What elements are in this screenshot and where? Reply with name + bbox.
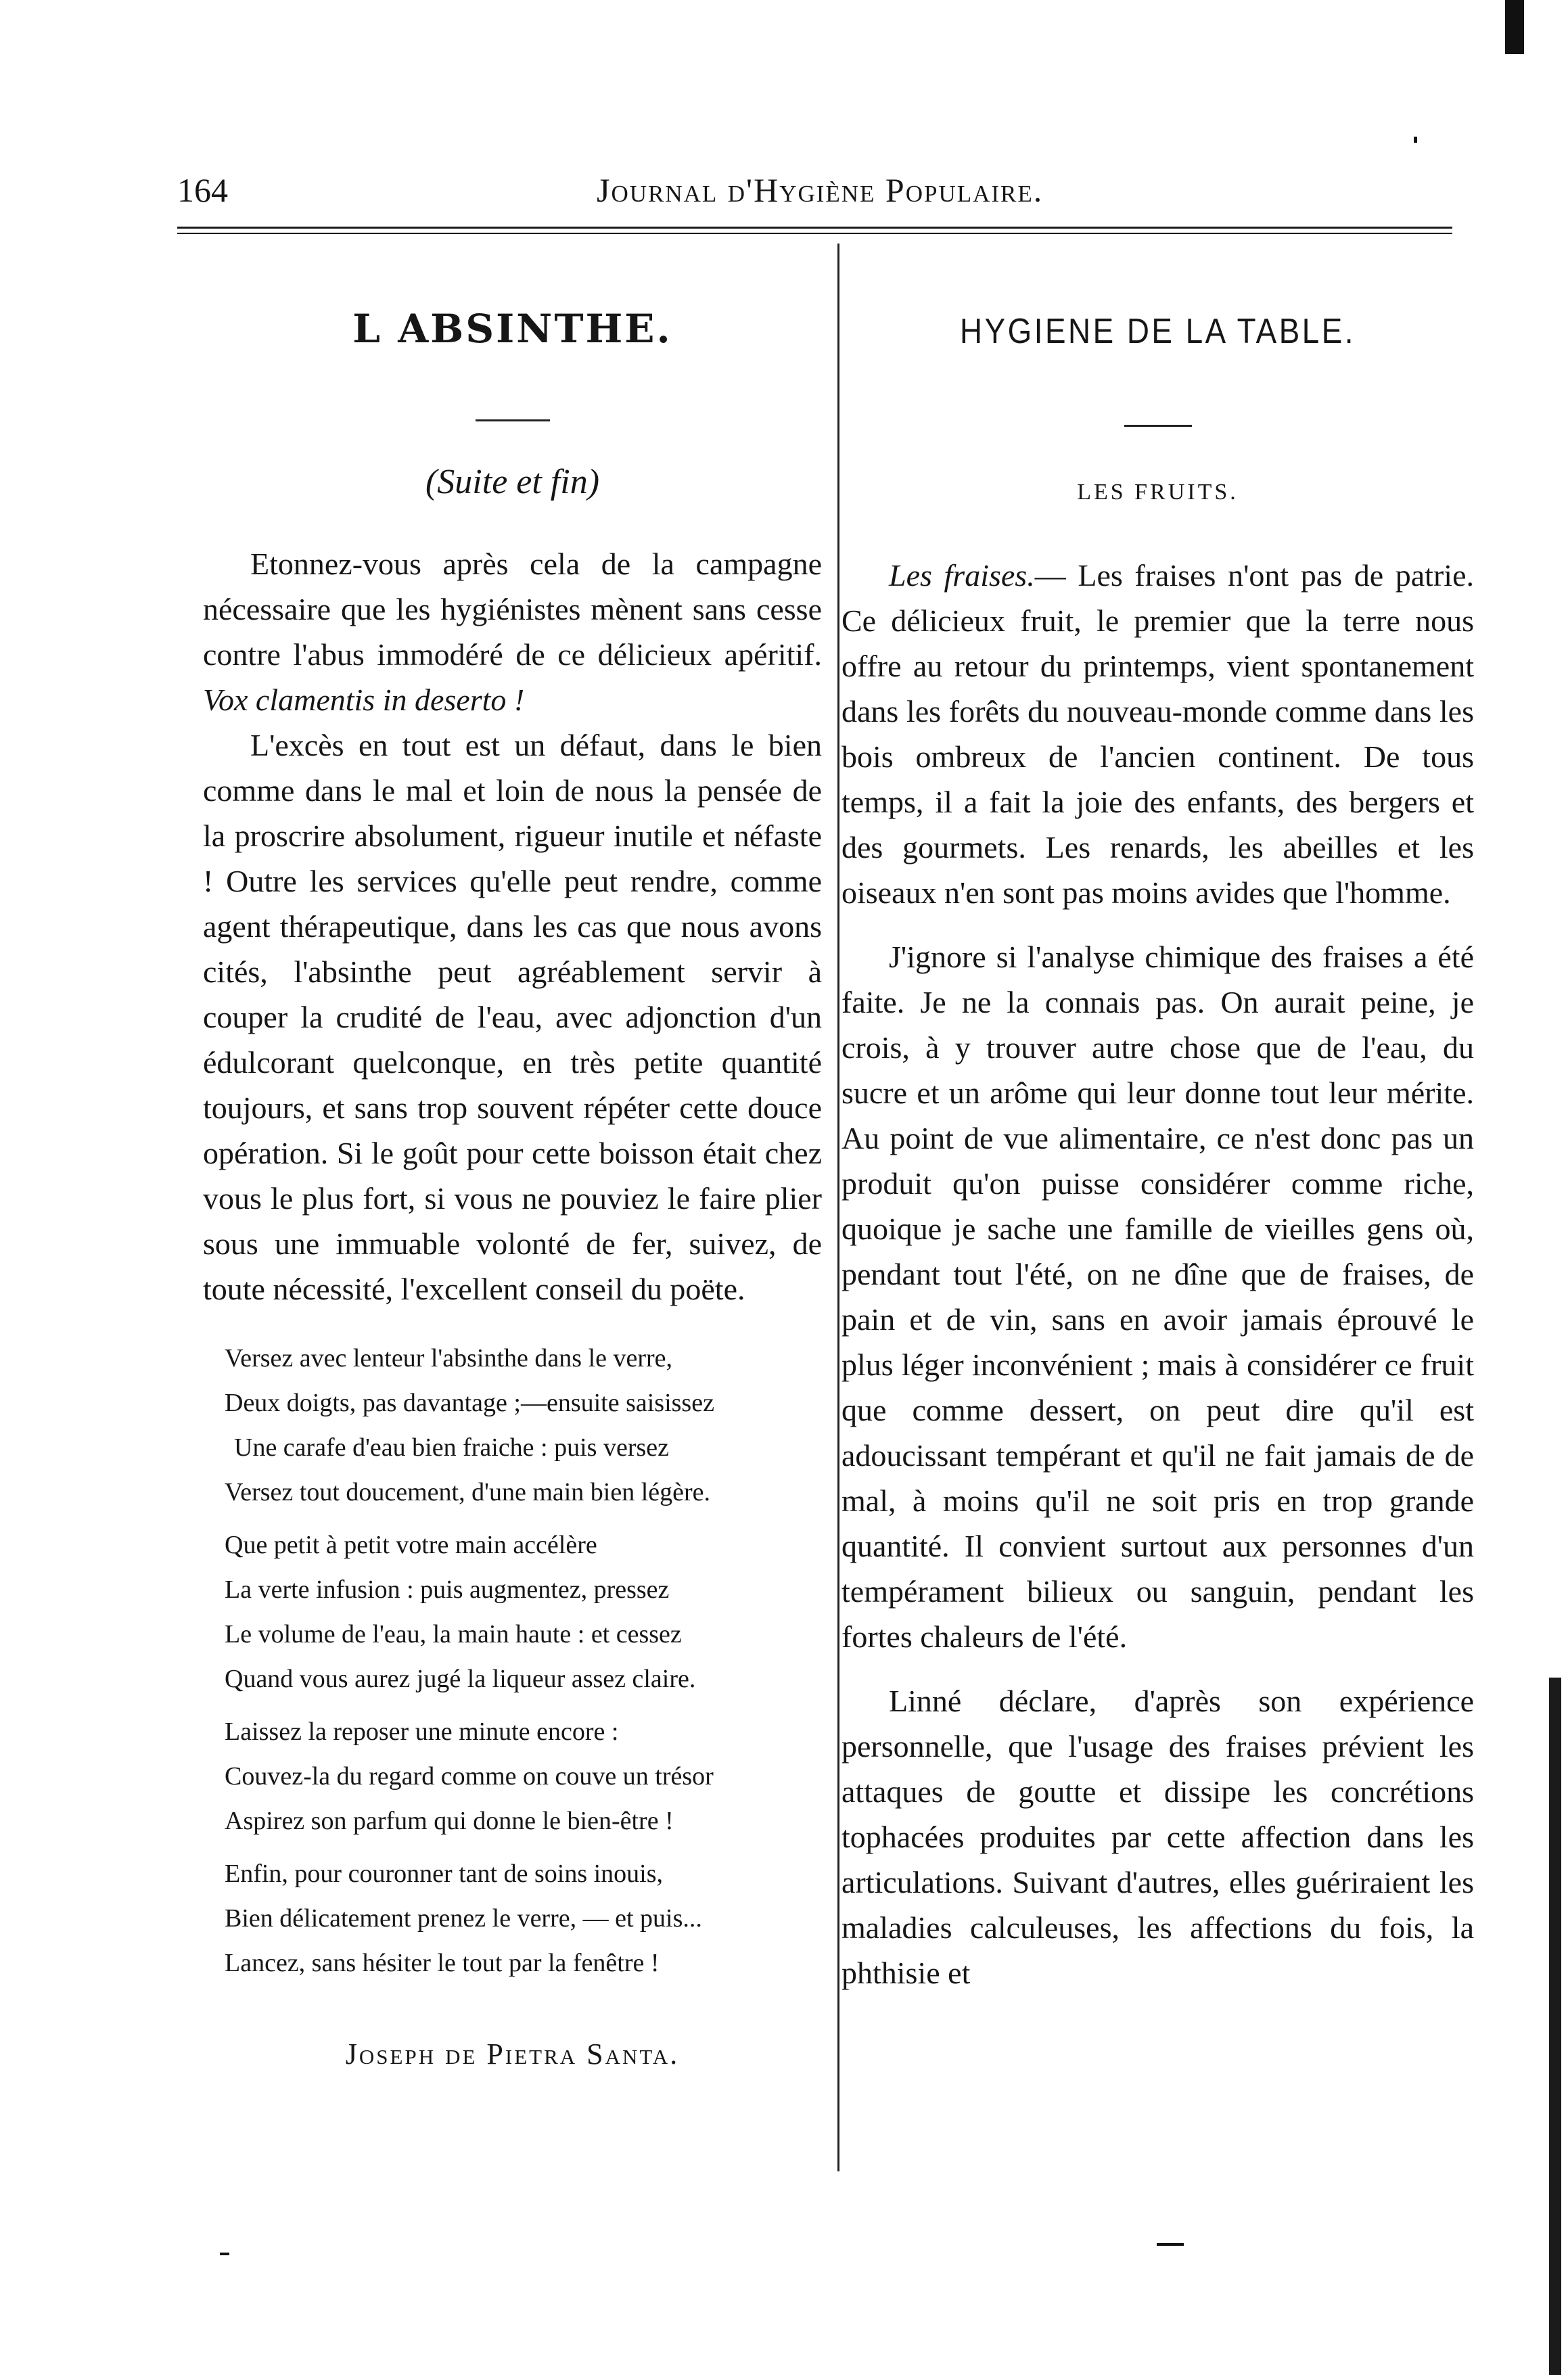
poem (203, 1336, 822, 1985)
running-header (177, 170, 1452, 218)
poem-line: Que petit à petit votre main accélère (225, 1531, 597, 1559)
header-rule-double (177, 233, 1452, 234)
article-title-hygiene: HYGIENE DE LA TABLE. (960, 312, 1356, 351)
poem-stanza (225, 1709, 822, 1843)
right-column (841, 244, 1474, 1996)
fraises-paragraph-2: J'ignore si l'analyse chimique des fraises a été faite. Je ne la connais pas. On aurait peine, je crois, à y trouver autre chose que de l'eau, du sucre et un arôme qui leur donne tout leur mérite. Au point de vue alimentaire, ce n'est donc pas un produit qu'on puisse considérer comme riche, quoique je sache une famille de vieilles gens où, pendant tout l'été, on ne dîne que de fraises, de pain et de vin, sans en avoir jamais éprouvé le plus léger inconvénient ; mais à considérer ce fruit que comme dessert, on peut dire qu'il est adoucissant tempérant et qu'il ne fait jamais de de mal, à moins qu'il ne soit pris en trop grande quantité. Il convient surtout aux personnes d'un tempérament bilieux ou sanguin, pendant les fortes chaleurs de l'été. (841, 940, 1474, 1654)
absinthe-paragraph-1 (203, 541, 822, 722)
fraises-paragraph-3: Linné déclare, d'après son expérience personnelle, que l'usage des fraises prévient les attaques de goutte et dissipe les concrétions tophacées produites par cette affection dans les articulations. Suivant d'autres, elles guériraient les maladies calculeuses, les affections du fois, la phthisie et (841, 1684, 1474, 1990)
article-signature: Joseph de Pietra Santa. (345, 2037, 680, 2071)
poem-line: Versez tout doucement, d'une main bien légère. (225, 1478, 711, 1506)
poem-stanza (225, 1336, 822, 1515)
lead-term: Les fraises. (889, 558, 1035, 593)
paragraph-text: Etonnez-vous après cela de la campagne nécessaire que les hygiénistes mènent sans cesse contre l'abus immodéré de ce délicieux apéritif. (203, 547, 822, 672)
poem-line: Couvez-la du regard comme on couve un trésor (225, 1762, 714, 1791)
poem-line: Quand vous aurez jugé la liqueur assez claire. (225, 1665, 696, 1693)
poem-line: Deux doigts, pas davantage ;—ensuite saisissez (225, 1389, 714, 1417)
article-subtitle: (Suite et fin) (425, 463, 600, 501)
poem-line: Enfin, pour couronner tant de soins inouis, (225, 1860, 664, 1888)
poem-line: Une carafe d'eau bien fraiche : puis versez (234, 1433, 669, 1462)
paragraph-text: — Les fraises n'ont pas de patrie. Ce délicieux fruit, le premier que la terre nous offre au retour du printemps, vient spontanement dans les forêts du nouveau-monde comme dans les bois ombreux de l'ancien continent. De tous temps, il a fait la joie des enfants, des bergers et des gourmets. Les renards, les abeilles et les oiseaux n'en sont pas moins avides que l'homme. (841, 558, 1474, 910)
fraises-paragraph-1 (841, 553, 1474, 915)
poem-line: Aspirez son parfum qui donne le bien-être ! (225, 1807, 674, 1835)
poem-line: La verte infusion : puis augmentez, pressez (225, 1575, 670, 1604)
scan-mark (1157, 2243, 1184, 2246)
scan-edge (1549, 1678, 1561, 2375)
page-number: 164 (177, 171, 228, 209)
poem-line: Lancez, sans hésiter le tout par la fenêtre ! (225, 1949, 660, 1977)
scan-mark (1414, 137, 1417, 143)
left-column (203, 244, 822, 2071)
poem-line: Le volume de l'eau, la main haute : et cessez (225, 1620, 682, 1648)
section-heading-fruits: LES FRUITS. (1077, 480, 1239, 505)
scan-mark (1505, 0, 1524, 54)
journal-title: Journal d'Hygiène Populaire. (597, 171, 1044, 209)
scan-mark (220, 2253, 229, 2255)
poem-stanza (225, 1851, 822, 1985)
title-rule (1124, 425, 1192, 427)
poem-stanza (225, 1523, 822, 1701)
absinthe-paragraph-2: L'excès en tout est un défaut, dans le bien comme dans le mal et loin de nous la pensée de la proscrire absolument, rigueur inutile et néfaste ! Outre les services qu'elle peut rendre, comme agent thérapeutique, dans les cas que nous avons cités, l'absinthe peut agréablement servir à couper la crudité de l'eau, avec adjonction d'un édulcorant quelconque, en très petite quantité toujours, et sans trop souvent répéter cette douce opération. Si le goût pour cette boisson était chez vous le plus fort, si vous ne pouviez le faire plier sous une immuable volonté de fer, suivez, de toute nécessité, l'excellent conseil du poëte. (203, 728, 822, 1306)
header-rule (177, 227, 1452, 229)
title-rule (476, 419, 550, 421)
column-divider (837, 244, 839, 2171)
poem-line: Versez avec lenteur l'absinthe dans le verre, (225, 1344, 673, 1373)
poem-line: Bien délicatement prenez le verre, — et puis... (225, 1904, 702, 1933)
article-title-absinthe: L ABSINTHE. (352, 306, 672, 352)
latin-quote: Vox clamentis in deserto ! (203, 683, 525, 717)
poem-line: Laissez la reposer une minute encore : (225, 1717, 619, 1746)
